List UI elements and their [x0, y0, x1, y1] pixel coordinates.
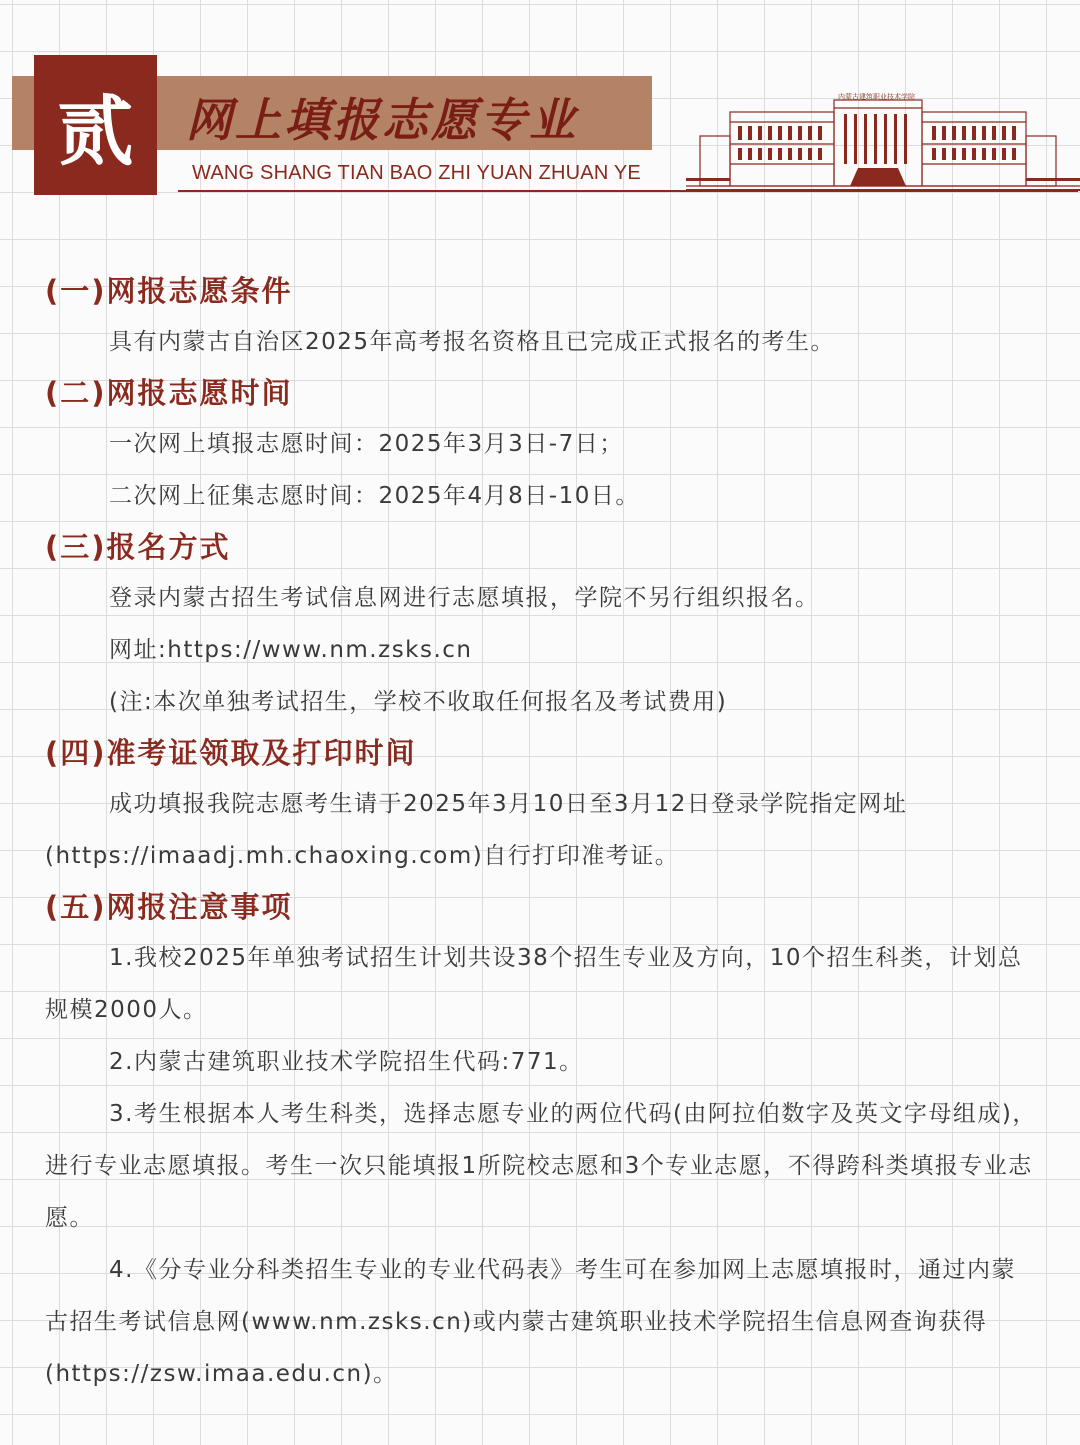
paragraph: 2.内蒙古建筑职业技术学院招生代码:771。	[109, 1049, 584, 1075]
paragraph: (注:本次单独考试招生，学校不收取任何报名及考试费用)	[109, 689, 728, 715]
section-4	[45, 728, 1040, 882]
section-5	[45, 882, 1040, 1400]
paragraph: 一次网上填报志愿时间：2025年3月3日-7日；	[109, 431, 624, 457]
section-heading: (五)网报注意事项	[45, 890, 293, 924]
page-title: 网上填报志愿专业	[186, 93, 578, 147]
campus-building-illustration	[686, 92, 1080, 194]
section-heading: (一)网报志愿条件	[45, 274, 293, 308]
section-heading: (二)网报志愿时间	[45, 376, 293, 410]
section-1	[45, 266, 1040, 368]
paragraph: 登录内蒙古招生考试信息网进行志愿填报，学院不另行组织报名。	[109, 585, 820, 611]
paragraph: 成功填报我院志愿考生请于2025年3月10日至3月12日登录学院指定网址(https://imaadj.mh.chaoxing.com)自行打印准考证。	[45, 791, 908, 869]
paragraph: 具有内蒙古自治区2025年高考报名资格且已完成正式报名的考生。	[109, 329, 836, 355]
website-link[interactable]: 网址:https://www.nm.zsks.cn	[109, 637, 473, 663]
section-3	[45, 522, 1040, 728]
title-underline	[178, 190, 1078, 192]
section-heading: (三)报名方式	[45, 530, 231, 564]
section-2	[45, 368, 1040, 522]
content	[45, 266, 1040, 1400]
paragraph: 1.我校2025年单独考试招生计划共设38个招生专业及方向，10个招生科类，计划总规模2000人。	[45, 945, 1023, 1023]
paragraph: 二次网上征集志愿时间：2025年4月8日-10日。	[109, 483, 640, 509]
paragraph: 4.《分专业分科类招生专业的专业代码表》考生可在参加网上志愿填报时，通过内蒙古招生考试信息网(www.nm.zsks.cn)或内蒙古建筑职业技术学院招生信息网查询获得(https://zsw.imaa.edu.cn)。	[45, 1257, 1016, 1387]
building-sign: 内蒙古建筑职业技术学院	[838, 93, 915, 101]
section-heading: (四)准考证领取及打印时间	[45, 736, 417, 770]
paragraph: 3.考生根据本人考生科类，选择志愿专业的两位代码(由阿拉伯数字及英文字母组成)，进行专业志愿填报。考生一次只能填报1所院校志愿和3个专业志愿，不得跨科类填报专业志愿。	[45, 1101, 1037, 1231]
section-number-badge: 贰	[34, 55, 157, 195]
page-title-pinyin: WANG SHANG TIAN BAO ZHI YUAN ZHUAN YE	[192, 162, 641, 184]
